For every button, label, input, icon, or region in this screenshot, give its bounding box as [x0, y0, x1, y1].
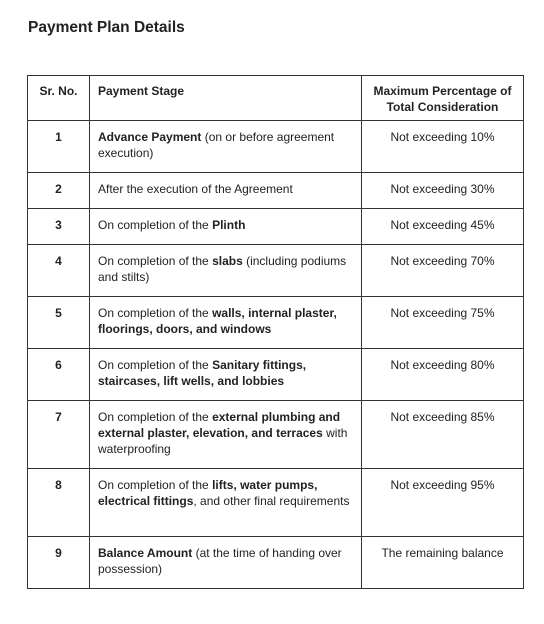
stage-text: (including podiums and stilts) — [98, 254, 347, 284]
stage-highlight-text: Balance Amount — [98, 546, 193, 560]
stage-highlight-text: slabs — [212, 254, 243, 268]
row-sr-no: 5 — [28, 297, 90, 349]
row-max-percentage: Not exceeding 85% — [362, 401, 524, 469]
row-sr-no: 6 — [28, 349, 90, 401]
stage-text: , and other final requirements — [193, 494, 350, 508]
payment-plan-table — [27, 75, 524, 589]
row-sr-no: 1 — [28, 121, 90, 173]
row-payment-stage — [90, 297, 362, 349]
table-row — [28, 121, 524, 173]
stage-text: with waterproofing — [98, 426, 348, 456]
row-max-percentage: Not exceeding 95% — [362, 469, 524, 537]
stage-highlight-text: Plinth — [212, 218, 246, 232]
stage-text: On completion of the — [98, 218, 213, 232]
row-payment-stage — [90, 401, 362, 469]
stage-text: On completion of the — [98, 410, 213, 424]
header-max-percentage — [362, 76, 524, 121]
row-payment-stage — [90, 245, 362, 297]
table-row — [28, 401, 524, 469]
row-payment-stage — [90, 537, 362, 589]
row-max-percentage: The remaining balance — [362, 537, 524, 589]
stage-text: On completion of the — [98, 254, 213, 268]
stage-text: (at the time of handing over possession) — [98, 546, 342, 576]
table-row — [28, 537, 524, 589]
stage-highlight-text: external plumbing and external plaster, elevation, and terraces — [98, 410, 341, 440]
row-sr-no: 2 — [28, 173, 90, 209]
header-max-percentage-line2: Total Consideration — [386, 100, 499, 114]
stage-highlight-text: Sanitary fittings, staircases, lift wells, and lobbies — [98, 358, 307, 388]
row-max-percentage: Not exceeding 70% — [362, 245, 524, 297]
table-row — [28, 349, 524, 401]
table-row — [28, 245, 524, 297]
row-payment-stage — [90, 209, 362, 245]
header-sr-no: Sr. No. — [28, 76, 90, 121]
stage-text: On completion of the — [98, 478, 213, 492]
row-sr-no: 9 — [28, 537, 90, 589]
table-row — [28, 297, 524, 349]
table-row — [28, 469, 524, 537]
stage-text: On completion of the — [98, 306, 213, 320]
stage-text: (on or before agreement execution) — [98, 130, 335, 160]
row-payment-stage — [90, 121, 362, 173]
table-row — [28, 173, 524, 209]
stage-highlight-text: Advance Payment — [98, 130, 202, 144]
row-max-percentage: Not exceeding 75% — [362, 297, 524, 349]
row-sr-no: 8 — [28, 469, 90, 537]
table-body — [28, 121, 524, 589]
row-max-percentage: Not exceeding 30% — [362, 173, 524, 209]
page-title: Payment Plan Details — [28, 19, 185, 36]
stage-highlight-text: walls, internal plaster, floorings, doors, and windows — [98, 306, 337, 336]
row-max-percentage: Not exceeding 80% — [362, 349, 524, 401]
header-payment-stage: Payment Stage — [90, 76, 362, 121]
row-sr-no: 4 — [28, 245, 90, 297]
stage-text: On completion of the — [98, 358, 213, 372]
row-payment-stage — [90, 173, 362, 209]
table-header-row — [28, 76, 524, 121]
stage-text: After the execution of the Agreement — [98, 182, 293, 196]
row-sr-no: 3 — [28, 209, 90, 245]
row-sr-no: 7 — [28, 401, 90, 469]
table-row — [28, 209, 524, 245]
header-max-percentage-line1: Maximum Percentage of — [373, 84, 512, 98]
row-max-percentage: Not exceeding 10% — [362, 121, 524, 173]
stage-highlight-text: lifts, water pumps, electrical fittings — [98, 478, 318, 508]
row-payment-stage — [90, 349, 362, 401]
row-payment-stage — [90, 469, 362, 537]
row-max-percentage: Not exceeding 45% — [362, 209, 524, 245]
